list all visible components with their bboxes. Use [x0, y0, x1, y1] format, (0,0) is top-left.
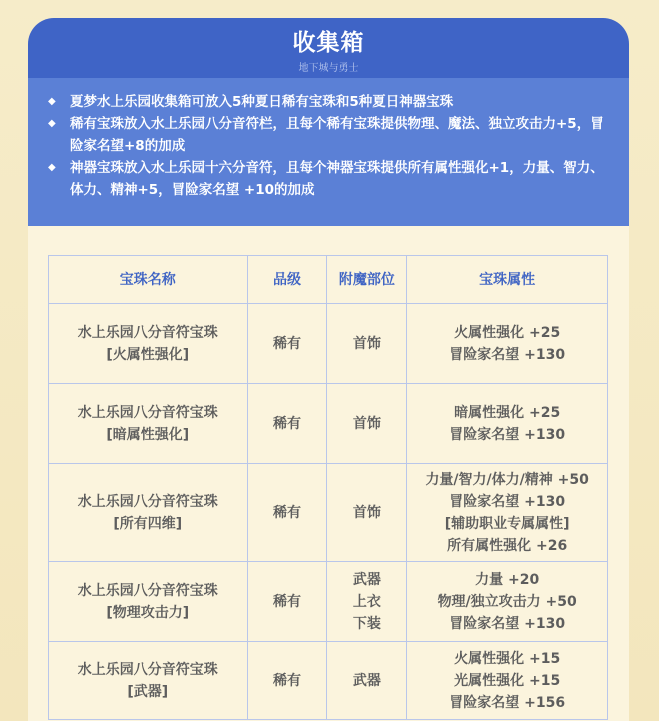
- gem-grade-cell: 稀有: [247, 562, 327, 642]
- note-item: [46, 157, 611, 201]
- table-row: [49, 304, 608, 384]
- gem-attrs-cell: [407, 384, 608, 464]
- gem-name-cell: [49, 562, 248, 642]
- column-header-attrs: 宝珠属性: [407, 256, 608, 304]
- gem-attrs-cell: [407, 464, 608, 562]
- gem-attr-line: [辅助职业专属属性]: [444, 515, 570, 532]
- column-header-grade: 品级: [247, 256, 327, 304]
- gem-attr-line: 冒险家名望 +130: [449, 426, 566, 443]
- gem-grade-cell: 稀有: [247, 642, 327, 720]
- gem-slot-line: 首饰: [352, 504, 381, 521]
- table-row: [49, 562, 608, 642]
- column-header-name: 宝珠名称: [49, 256, 248, 304]
- gem-attr-line: 冒险家名望 +130: [449, 615, 566, 632]
- note-text: 神器宝珠放入水上乐园十六分音符，且每个神器宝珠提供所有属性强化+1，力量、智力、体力、精神+5，冒险家名望 +10的加成: [70, 160, 604, 198]
- gem-slot-cell: [327, 384, 407, 464]
- gem-table-container: [48, 255, 609, 720]
- gem-name-cell: [49, 384, 248, 464]
- notes-panel: [28, 78, 629, 226]
- gem-attr-line: 冒险家名望 +130: [449, 346, 566, 363]
- table-row: [49, 384, 608, 464]
- gem-attr-line: 冒险家名望 +130: [449, 493, 566, 510]
- gem-slot-line: 武器: [352, 672, 381, 689]
- page-title: 收集箱: [292, 30, 365, 56]
- gem-attrs-cell: [407, 562, 608, 642]
- gem-slot-cell: [327, 304, 407, 384]
- diamond-bullet-icon: ◆: [48, 118, 56, 129]
- gem-table: [48, 255, 608, 720]
- gem-name-line: [物理攻击力]: [106, 604, 190, 621]
- gem-attr-line: 所有属性强化 +26: [447, 537, 568, 554]
- gem-name-line: 水上乐园八分音符宝珠: [77, 493, 218, 510]
- gem-attr-line: 光属性强化 +15: [454, 672, 561, 689]
- gem-name-line: 水上乐园八分音符宝珠: [77, 582, 218, 599]
- note-item: [46, 91, 611, 113]
- gem-attr-line: 火属性强化 +25: [454, 324, 561, 341]
- page-subtitle: 地下城与勇士: [298, 63, 359, 74]
- gem-grade-cell: 稀有: [247, 464, 327, 562]
- gem-name-line: 水上乐园八分音符宝珠: [77, 661, 218, 678]
- gem-name-cell: [49, 304, 248, 384]
- gem-slot-line: 首饰: [352, 415, 381, 432]
- gem-name-cell: [49, 464, 248, 562]
- gem-attr-line: 冒险家名望 +156: [449, 694, 566, 711]
- diamond-bullet-icon: ◆: [48, 96, 56, 107]
- gem-attr-line: 火属性强化 +15: [454, 650, 561, 667]
- gem-attr-line: 暗属性强化 +25: [454, 404, 561, 421]
- table-row: [49, 464, 608, 562]
- gem-name-line: 水上乐园八分音符宝珠: [77, 324, 218, 341]
- gem-name-line: [暗属性强化]: [106, 426, 190, 443]
- column-header-slot: 附魔部位: [327, 256, 407, 304]
- gem-slot-line: 下装: [352, 615, 381, 632]
- gem-name-line: [火属性强化]: [106, 346, 190, 363]
- gem-slot-cell: [327, 562, 407, 642]
- note-text: 夏梦水上乐园收集箱可放入5种夏日稀有宝珠和5种夏日神器宝珠: [70, 94, 454, 110]
- gem-name-line: [所有四维]: [113, 515, 183, 532]
- note-item: [46, 113, 611, 157]
- gem-slot-cell: [327, 642, 407, 720]
- gem-slot-line: 武器: [352, 571, 381, 588]
- gem-attr-line: 物理/独立攻击力 +50: [437, 593, 577, 610]
- gem-name-line: [武器]: [127, 683, 169, 700]
- gem-attr-line: 力量 +20: [475, 571, 540, 588]
- table-row: [49, 642, 608, 720]
- gem-attrs-cell: [407, 642, 608, 720]
- note-text: 稀有宝珠放入水上乐园八分音符栏，且每个稀有宝珠提供物理、魔法、独立攻击力+5，冒险家名望+8的加成: [70, 116, 604, 154]
- gem-name-line: 水上乐园八分音符宝珠: [77, 404, 218, 421]
- table-header-row: [49, 256, 608, 304]
- gem-slot-line: 上衣: [352, 593, 381, 610]
- gem-slot-line: 首饰: [352, 335, 381, 352]
- gem-grade-cell: 稀有: [247, 304, 327, 384]
- gem-name-cell: [49, 642, 248, 720]
- gem-grade-cell: 稀有: [247, 384, 327, 464]
- gem-attr-line: 力量/智力/体力/精神 +50: [425, 471, 589, 488]
- card-header: [28, 18, 629, 78]
- gem-slot-cell: [327, 464, 407, 562]
- diamond-bullet-icon: ◆: [48, 162, 56, 173]
- gem-attrs-cell: [407, 304, 608, 384]
